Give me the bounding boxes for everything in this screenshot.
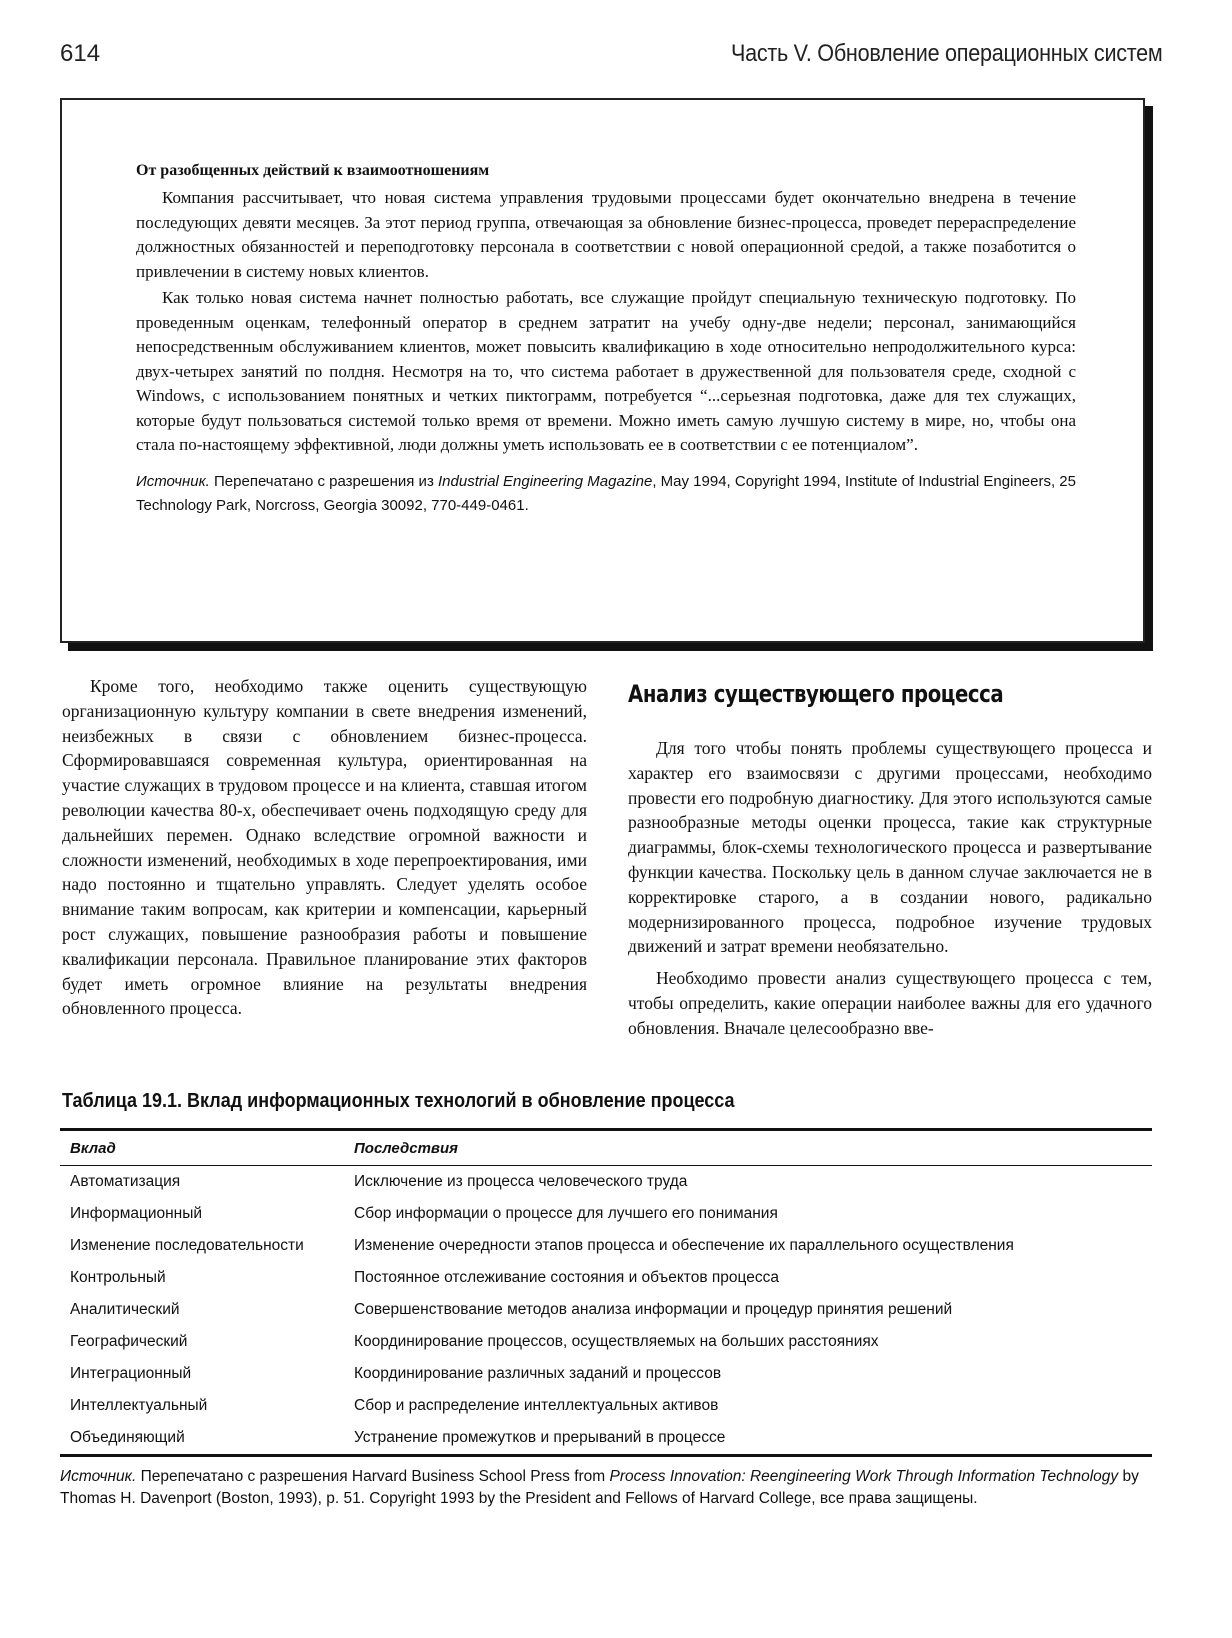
page-number: 614 bbox=[60, 40, 101, 67]
table-row bbox=[60, 1166, 1152, 1199]
body-paragraph: Необходимо провести анализ существующего процесса с тем, чтобы определить, какие операции наиболее важны для его удачного обновления. Вначале целесообразно вве- bbox=[628, 968, 1152, 1038]
table-cell: Сбор информации о процессе для лучшего его понимания bbox=[354, 1205, 778, 1222]
table-header-row bbox=[60, 1130, 1152, 1166]
table-cell: Изменение очередности этапов процесса и обеспечение их параллельного осуществления bbox=[354, 1237, 1014, 1254]
table-cell: Аналитический bbox=[70, 1301, 180, 1318]
sidebar-title: От разобщенных действий к взаимоотношениям bbox=[136, 162, 490, 179]
source-text: Перепечатано с разрешения Harvard Business School Press from bbox=[136, 1468, 610, 1485]
table-cell: Географический bbox=[70, 1333, 188, 1350]
sidebar-paragraph: Компания рассчитывает, что новая система управления трудовыми процессами будет окончательно внедрена в течение последующих девяти месяцев. За этот период группа, отвечающая за обновление бизнес-процесса, проведет перераспределение должностных обязанностей и переподготовку персонала в соответствии с новой операционной средой, а также позаботится о привлечении в систему новых клиентов. bbox=[136, 188, 1076, 281]
body-paragraph: Для того чтобы понять проблемы существующего процесса и характер его взаимосвязи с другими процессами, необходимо провести его подробную диагностику. Для этого используются самые разнообразные методы оценки процесса, такие как структурные диаграммы, блок-схемы технологического процесса и развертывание функции качества. Поскольку цель в данном случае заключается не в корректировке старого, а в создании нового, радикально модернизированного процесса, подробное изучение трудовых движений и затрат времени необязательно. bbox=[628, 738, 1152, 957]
right-column bbox=[628, 680, 1152, 1041]
sidebar-box bbox=[60, 98, 1145, 643]
table-cell: Координирование процессов, осуществляемых на больших расстояниях bbox=[354, 1333, 879, 1350]
table-row bbox=[60, 1198, 1152, 1230]
table-title: Таблица 19.1. Вклад информационных технологий в обновление процесса bbox=[62, 1090, 735, 1112]
table-row bbox=[60, 1230, 1152, 1262]
table-cell: Интеграционный bbox=[70, 1365, 192, 1382]
table-cell: Контрольный bbox=[70, 1269, 166, 1286]
source-text: by Thomas H. Davenport (Boston, 1993), p. 51. Copyright 1993 by the President and Fellows of Harvard College, все права защищены. bbox=[60, 1468, 1139, 1507]
table-cell: Устранение промежутков и прерываний в процессе bbox=[350, 1422, 1152, 1456]
table-cell: Объединяющий bbox=[60, 1422, 350, 1456]
table-row bbox=[60, 1326, 1152, 1358]
source-label: Источник. bbox=[60, 1468, 137, 1485]
sidebar-source bbox=[136, 470, 1076, 518]
table-cell: Автоматизация bbox=[70, 1173, 181, 1190]
table-cell: Совершенствование методов анализа информации и процедур принятия решений bbox=[354, 1301, 953, 1318]
source-publication: Process Innovation: Reengineering Work Through Information Technology bbox=[609, 1468, 1119, 1485]
table-cell: Исключение из процесса человеческого труда bbox=[354, 1173, 688, 1190]
source-label: Источник. bbox=[136, 472, 210, 490]
table-row bbox=[60, 1294, 1152, 1326]
table-header-cell: Вклад bbox=[60, 1130, 350, 1166]
source-text: , May 1994, Copyright 1994, Institute of Industrial Engineers, 25 Technology Park, Norcross, Georgia 30092, 770-449-0461. bbox=[136, 472, 1076, 514]
table-cell: Изменение последовательности bbox=[70, 1237, 304, 1254]
left-column bbox=[62, 674, 587, 1021]
table-cell: Информационный bbox=[70, 1205, 203, 1222]
body-paragraph: Кроме того, необходимо также оценить существующую организационную культуру компании в свете внедрения изменений, неизбежных в связи с обновлением бизнес-процесса. Сформировавшаяся современная культура, ориентированная на участие служащих в трудовом процессе и на клиента, ставшая итогом революции качества 80-х, обеспечивает очень подходящую среду для дальнейших перемен. Однако вследствие огромной важности и сложности изменений, необходимых в ходе перепроектирования, ими надо постоянно и тщательно управлять. Следует уделять особое внимание таким вопросам, как критерии и компенсации, карьерный рост служащих, повышение разнообразия работы и повышение квалификации персонала. Правильное планирование этих факторов будет иметь огромное влияние на результаты внедрения обновленного процесса. bbox=[62, 676, 587, 1019]
table-source bbox=[60, 1466, 1152, 1510]
table-cell: Постоянное отслеживание состояния и объектов процесса bbox=[354, 1269, 779, 1286]
table-row bbox=[60, 1358, 1152, 1390]
table-row bbox=[60, 1390, 1152, 1422]
table-row bbox=[60, 1422, 1152, 1456]
table-header-cell: Последствия bbox=[350, 1130, 1152, 1166]
table-cell: Сбор и распределение интеллектуальных активов bbox=[354, 1397, 719, 1414]
running-head: Часть V. Обновление операционных систем bbox=[730, 40, 1162, 67]
table-row bbox=[60, 1262, 1152, 1294]
sidebar-paragraph: Как только новая система начнет полностью работать, все служащие пройдут специальную техническую подготовку. По проведенным оценкам, телефонный оператор в среднем затратит на учебу одну-две недели; персонал, занимающийся непосредственным обслуживанием клиентов, может повысить квалификацию в ходе относительно непродолжительного курса: двух-четырех занятий по полдня. Несмотря на то, что система работает в дружественной для пользователя среде, сходной с Windows, с использованием понятных и четких пиктограмм, потребуется “...серьезная подготовка, даже для тех служащих, которые будут пользоваться системой только время от времени. Можно иметь самую лучшую систему в мире, но, чтобы она стала по-настоящему эффективной, люди должны уметь использовать ее в соответствии с ее потенциалом”. bbox=[136, 288, 1076, 454]
table-cell: Координирование различных заданий и процессов bbox=[354, 1365, 722, 1382]
contribution-table bbox=[60, 1128, 1152, 1457]
source-publication: Industrial Engineering Magazine bbox=[438, 472, 653, 490]
table-cell: Интеллектуальный bbox=[70, 1397, 208, 1414]
section-heading: Анализ существующего процесса bbox=[628, 680, 1004, 708]
source-text: Перепечатано с разрешения из bbox=[209, 472, 438, 490]
sidebar-content bbox=[136, 162, 1076, 518]
